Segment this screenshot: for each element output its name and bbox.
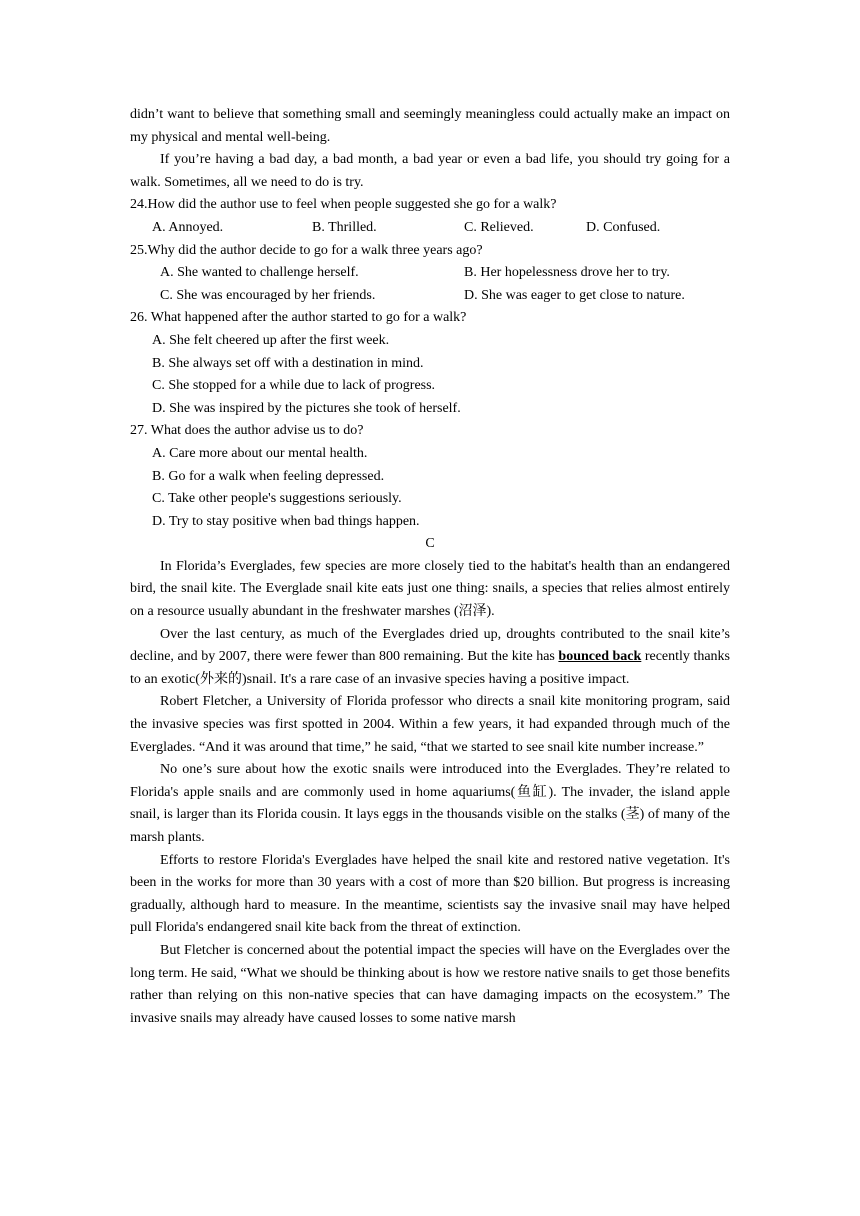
passage-paragraph: In Florida’s Everglades, few species are more closely tied to the habitat's health than an endangered bird, the snail kite. The Everglade snail kite eats just one thing: snails, a species that relies almost entirely on a resource usually abundant in the freshwater marshes (沼泽). [130,558,730,620]
option-b: B. Go for a walk when feeling depressed. [152,468,385,484]
option-b: B. Her hopelessness drove her to try. [464,265,670,281]
section-heading: C [425,536,435,552]
option-a: A. Annoyed. [152,219,224,235]
passage-paragraph: Efforts to restore Florida's Everglades have helped the snail kite and restored native vegetation. It's been in the works for more than 30 years with a cost of more than $20 billion. But progress is increasing gradually, although hard to measure. In the meantime, scientists say the invasive snail may have helped pull Florida's endangered snail kite back from the threat of extinction. [130,852,730,936]
document-page [130,104,730,1030]
option-b: B. She always set off with a destination in mind. [152,355,424,371]
option-a: A. She felt cheered up after the first week. [152,332,390,348]
option-d: D. She was eager to get close to nature. [464,287,685,303]
paragraph-text: recently thanks to an exotic(外来的)snail. It's a rare case of an invasive species having a positive impact. [130,649,731,687]
question-24-stem: 24.How did the author use to feel when people suggested she go for a walk? [130,197,557,213]
question-25-options-row-2 [130,285,730,308]
question-25-stem: 25.Why did the author decide to go for a walk three years ago? [130,242,483,258]
question-24-options [130,217,730,240]
question-25-options-row-1 [130,262,730,285]
underlined-phrase: bounced back [558,649,642,665]
option-a: A. Care more about our mental health. [152,445,368,461]
question-27-stem: 27. What does the author advise us to do? [130,423,364,439]
passage-paragraph: No one’s sure about how the exotic snails were introduced into the Everglades. They’re related to Florida's apple snails and are commonly used in home aquariums(鱼缸). The invader, the island apple snail, is larger than its Florida cousin. It lays eggs in the thousands visible on the stalks (茎) of many of the marsh plants. [130,762,730,845]
paragraph-text: Over the last century, as much of the Everglades dried up, droughts contributed to the snail kite’s decline, and by 2007, there were fewer than 800 remaining. But the kite has [130,626,730,665]
intro-paragraph: If you’re having a bad day, a bad month, a bad year or even a bad life, you should try going for a walk. Sometimes, all we need to do is try. [130,152,730,190]
intro-paragraph: didn’t want to believe that something small and seemingly meaningless could actually make an impact on my physical and mental well-being. [130,107,730,145]
option-b: B. Thrilled. [312,219,377,235]
option-c: C. Take other people's suggestions seriously. [152,491,402,507]
option-a: A. She wanted to challenge herself. [160,265,359,281]
option-d: D. Confused. [586,219,661,235]
option-c: C. Relieved. [464,219,534,235]
option-d: D. She was inspired by the pictures she took of herself. [152,400,461,416]
option-c: C. She stopped for a while due to lack of progress. [152,378,436,394]
passage-paragraph [130,624,730,692]
option-c: C. She was encouraged by her friends. [160,287,376,303]
option-d: D. Try to stay positive when bad things happen. [152,513,420,529]
passage-paragraph: Robert Fletcher, a University of Florida professor who directs a snail kite monitoring program, said the invasive species was first spotted in 2004. Within a few years, it had expanded through much of the Everglades. “And it was around that time,” he said, “that we started to see snail kite number increase.” [130,694,730,755]
passage-paragraph: But Fletcher is concerned about the potential impact the species will have on the Everglades over the long term. He said, “What we should be thinking about is how we restore native snails to get those benefits rather than relying on this non-native species that can have damaging impacts on the ecosystem.” The invasive snails may already have caused losses to some native marsh [130,942,730,1026]
question-26-stem: 26. What happened after the author started to go for a walk? [130,310,467,326]
